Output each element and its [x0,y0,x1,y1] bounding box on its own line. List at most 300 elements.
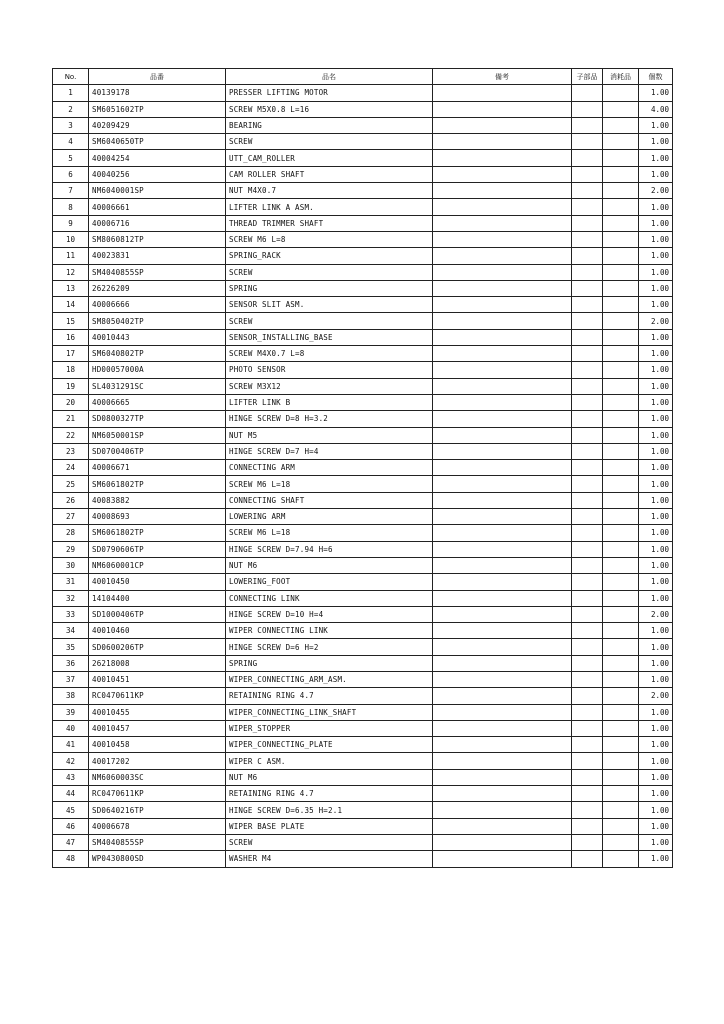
row-sub-part [572,101,603,117]
table-row [53,215,673,231]
table-row [53,639,673,655]
table-row [53,134,673,150]
table-row [53,704,673,720]
table-row [53,541,673,557]
row-qty: 1.00 [639,346,673,362]
row-consumable [603,802,639,818]
row-consumable [603,557,639,573]
row-qty: 1.00 [639,525,673,541]
row-remarks [433,85,572,101]
row-part-no: 40004254 [89,150,226,166]
row-name: SCREW M3X12 [226,378,433,394]
row-sub-part [572,394,603,410]
row-sub-part [572,802,603,818]
row-consumable [603,443,639,459]
row-name: PRESSER LIFTING MOTOR [226,85,433,101]
table-row [53,427,673,443]
table-row [53,655,673,671]
row-part-no: 40083882 [89,492,226,508]
row-name: SPRING [226,655,433,671]
table-row [53,313,673,329]
row-part-no: 40010458 [89,737,226,753]
header-part-no: 品番 [89,69,226,85]
row-remarks [433,183,572,199]
row-sub-part [572,150,603,166]
table-row [53,574,673,590]
row-remarks [433,818,572,834]
row-no: 48 [53,851,89,867]
row-name: THREAD TRIMMER SHAFT [226,215,433,231]
table-row [53,753,673,769]
row-qty: 1.00 [639,834,673,850]
row-sub-part [572,411,603,427]
row-sub-part [572,590,603,606]
row-consumable [603,101,639,117]
row-qty: 1.00 [639,264,673,280]
row-consumable [603,574,639,590]
row-sub-part [572,117,603,133]
row-sub-part [572,541,603,557]
row-qty: 1.00 [639,704,673,720]
table-row [53,606,673,622]
row-part-no: NM6060003SC [89,769,226,785]
header-name: 品名 [226,69,433,85]
table-row [53,394,673,410]
row-no: 24 [53,460,89,476]
row-no: 38 [53,688,89,704]
row-no: 32 [53,590,89,606]
row-sub-part [572,623,603,639]
row-qty: 1.00 [639,541,673,557]
row-sub-part [572,313,603,329]
row-name: SCREW M6 L=18 [226,525,433,541]
row-qty: 2.00 [639,313,673,329]
row-sub-part [572,786,603,802]
row-remarks [433,329,572,345]
row-no: 23 [53,443,89,459]
row-sub-part [572,851,603,867]
row-consumable [603,851,639,867]
row-no: 25 [53,476,89,492]
row-consumable [603,720,639,736]
row-no: 4 [53,134,89,150]
row-consumable [603,248,639,264]
table-row [53,802,673,818]
row-name: WIPER CONNECTING LINK [226,623,433,639]
row-name: SCREW M6 L=8 [226,231,433,247]
row-qty: 1.00 [639,411,673,427]
table-header-row [53,69,673,85]
row-sub-part [572,215,603,231]
row-name: SCREW M6 L=18 [226,476,433,492]
row-part-no: NM6050001SP [89,427,226,443]
row-qty: 1.00 [639,753,673,769]
row-no: 39 [53,704,89,720]
row-name: NUT M5 [226,427,433,443]
table-row [53,329,673,345]
row-part-no: SD0800327TP [89,411,226,427]
row-qty: 1.00 [639,460,673,476]
row-qty: 1.00 [639,199,673,215]
row-part-no: 40006716 [89,215,226,231]
row-part-no: 40010457 [89,720,226,736]
row-remarks [433,834,572,850]
row-part-no: 40209429 [89,117,226,133]
row-consumable [603,231,639,247]
row-name: NUT M6 [226,557,433,573]
row-consumable [603,671,639,687]
table-row [53,851,673,867]
row-no: 15 [53,313,89,329]
row-consumable [603,834,639,850]
row-part-no: SD1000406TP [89,606,226,622]
row-part-no: 14104400 [89,590,226,606]
row-part-no: 26226209 [89,280,226,296]
row-sub-part [572,509,603,525]
row-sub-part [572,329,603,345]
row-qty: 1.00 [639,150,673,166]
row-qty: 1.00 [639,818,673,834]
row-consumable [603,166,639,182]
row-remarks [433,248,572,264]
row-name: LOWERING_FOOT [226,574,433,590]
row-qty: 1.00 [639,378,673,394]
row-no: 21 [53,411,89,427]
table-row [53,346,673,362]
row-consumable [603,199,639,215]
row-no: 3 [53,117,89,133]
row-qty: 1.00 [639,590,673,606]
row-part-no: 40010451 [89,671,226,687]
row-no: 6 [53,166,89,182]
table-row [53,264,673,280]
row-consumable [603,525,639,541]
row-no: 27 [53,509,89,525]
row-name: HINGE SCREW D=6.35 H=2.1 [226,802,433,818]
row-no: 11 [53,248,89,264]
row-sub-part [572,606,603,622]
row-consumable [603,362,639,378]
header-consumable: 消耗品 [603,69,639,85]
row-consumable [603,313,639,329]
row-name: CAM ROLLER SHAFT [226,166,433,182]
row-qty: 1.00 [639,443,673,459]
table-row [53,688,673,704]
row-qty: 1.00 [639,492,673,508]
row-consumable [603,394,639,410]
row-consumable [603,264,639,280]
row-name: SCREW M5X0.8 L=16 [226,101,433,117]
row-qty: 4.00 [639,101,673,117]
row-part-no: SD0640216TP [89,802,226,818]
row-no: 1 [53,85,89,101]
row-consumable [603,329,639,345]
row-part-no: RC0470611KP [89,786,226,802]
row-consumable [603,688,639,704]
table-row [53,525,673,541]
row-name: RETAINING RING 4.7 [226,688,433,704]
table-row [53,231,673,247]
row-remarks [433,786,572,802]
row-part-no: 40006678 [89,818,226,834]
row-name: SPRING [226,280,433,296]
row-sub-part [572,199,603,215]
table-row [53,166,673,182]
row-sub-part [572,183,603,199]
row-no: 42 [53,753,89,769]
row-sub-part [572,248,603,264]
row-sub-part [572,704,603,720]
row-qty: 1.00 [639,786,673,802]
row-remarks [433,443,572,459]
row-consumable [603,378,639,394]
row-no: 19 [53,378,89,394]
row-no: 17 [53,346,89,362]
row-part-no: 40006665 [89,394,226,410]
row-remarks [433,737,572,753]
row-no: 7 [53,183,89,199]
row-name: SPRING_RACK [226,248,433,264]
row-remarks [433,346,572,362]
row-qty: 1.00 [639,769,673,785]
row-consumable [603,655,639,671]
row-no: 47 [53,834,89,850]
row-remarks [433,362,572,378]
row-qty: 1.00 [639,509,673,525]
row-name: HINGE SCREW D=10 H=4 [226,606,433,622]
row-remarks [433,117,572,133]
row-name: HINGE SCREW D=7.94 H=6 [226,541,433,557]
row-remarks [433,134,572,150]
row-name: UTT_CAM_ROLLER [226,150,433,166]
table-row [53,476,673,492]
row-name: SCREW [226,313,433,329]
row-remarks [433,541,572,557]
row-remarks [433,476,572,492]
row-name: HINGE SCREW D=8 H=3.2 [226,411,433,427]
row-part-no: 40006666 [89,297,226,313]
row-name: SCREW [226,264,433,280]
row-qty: 1.00 [639,655,673,671]
row-remarks [433,688,572,704]
table-row [53,737,673,753]
row-consumable [603,492,639,508]
row-remarks [433,720,572,736]
row-name: HINGE SCREW D=6 H=2 [226,639,433,655]
row-qty: 1.00 [639,802,673,818]
row-part-no: 26218008 [89,655,226,671]
row-consumable [603,280,639,296]
row-sub-part [572,492,603,508]
row-name: WIPER_CONNECTING_LINK_SHAFT [226,704,433,720]
table-row [53,818,673,834]
table-row [53,297,673,313]
row-qty: 1.00 [639,671,673,687]
parts-table [52,68,673,868]
row-qty: 1.00 [639,623,673,639]
row-no: 10 [53,231,89,247]
row-part-no: 40139178 [89,85,226,101]
row-part-no: SM6040650TP [89,134,226,150]
row-qty: 1.00 [639,215,673,231]
row-part-no: SM6061802TP [89,525,226,541]
row-consumable [603,117,639,133]
header-sub-part: 子部品 [572,69,603,85]
table-row [53,769,673,785]
row-no: 35 [53,639,89,655]
row-consumable [603,623,639,639]
row-part-no: SM6061802TP [89,476,226,492]
row-name: SENSOR_INSTALLING_BASE [226,329,433,345]
row-part-no: RC0470611KP [89,688,226,704]
row-consumable [603,639,639,655]
row-remarks [433,427,572,443]
row-name: CONNECTING ARM [226,460,433,476]
row-sub-part [572,280,603,296]
row-no: 37 [53,671,89,687]
row-no: 5 [53,150,89,166]
row-no: 20 [53,394,89,410]
row-remarks [433,313,572,329]
row-qty: 2.00 [639,688,673,704]
row-remarks [433,606,572,622]
table-row [53,623,673,639]
row-remarks [433,101,572,117]
row-sub-part [572,460,603,476]
row-consumable [603,509,639,525]
row-qty: 1.00 [639,248,673,264]
table-row [53,280,673,296]
row-consumable [603,704,639,720]
row-remarks [433,639,572,655]
row-qty: 1.00 [639,231,673,247]
row-consumable [603,590,639,606]
table-row [53,834,673,850]
row-part-no: SM6051602TP [89,101,226,117]
row-remarks [433,590,572,606]
row-no: 9 [53,215,89,231]
row-no: 2 [53,101,89,117]
row-part-no: SM8060812TP [89,231,226,247]
table-row [53,720,673,736]
row-no: 28 [53,525,89,541]
row-part-no: 40010443 [89,329,226,345]
table-row [53,557,673,573]
row-qty: 1.00 [639,851,673,867]
row-no: 8 [53,199,89,215]
row-name: NUT M6 [226,769,433,785]
row-name: SCREW M4X0.7 L=8 [226,346,433,362]
parts-list-sheet [52,68,673,868]
row-part-no: 40006661 [89,199,226,215]
row-consumable [603,786,639,802]
row-sub-part [572,769,603,785]
row-qty: 1.00 [639,85,673,101]
row-no: 44 [53,786,89,802]
row-no: 31 [53,574,89,590]
table-row [53,199,673,215]
row-qty: 1.00 [639,280,673,296]
row-qty: 1.00 [639,297,673,313]
row-consumable [603,134,639,150]
row-part-no: SM6040802TP [89,346,226,362]
row-name: SENSOR SLIT ASM. [226,297,433,313]
row-remarks [433,509,572,525]
row-part-no: SD0790606TP [89,541,226,557]
row-qty: 2.00 [639,606,673,622]
row-qty: 1.00 [639,557,673,573]
row-part-no: NM6040001SP [89,183,226,199]
row-part-no: 40017202 [89,753,226,769]
row-qty: 1.00 [639,117,673,133]
row-sub-part [572,134,603,150]
header-remarks: 備考 [433,69,572,85]
row-qty: 1.00 [639,720,673,736]
table-row [53,85,673,101]
row-remarks [433,557,572,573]
row-consumable [603,541,639,557]
row-no: 22 [53,427,89,443]
row-no: 18 [53,362,89,378]
row-name: WIPER BASE PLATE [226,818,433,834]
row-no: 16 [53,329,89,345]
row-qty: 1.00 [639,427,673,443]
row-remarks [433,394,572,410]
row-remarks [433,150,572,166]
row-no: 13 [53,280,89,296]
row-no: 46 [53,818,89,834]
row-qty: 1.00 [639,329,673,345]
row-consumable [603,769,639,785]
row-no: 33 [53,606,89,622]
table-row [53,460,673,476]
table-row [53,590,673,606]
table-row [53,150,673,166]
row-sub-part [572,737,603,753]
table-row [53,509,673,525]
row-consumable [603,818,639,834]
table-row [53,786,673,802]
row-remarks [433,492,572,508]
row-name: SCREW [226,134,433,150]
row-name: SCREW [226,834,433,850]
row-qty: 1.00 [639,639,673,655]
row-part-no: 40040256 [89,166,226,182]
table-row [53,101,673,117]
row-sub-part [572,753,603,769]
row-sub-part [572,818,603,834]
row-remarks [433,166,572,182]
row-remarks [433,264,572,280]
row-consumable [603,215,639,231]
row-consumable [603,737,639,753]
row-part-no: SL4031291SC [89,378,226,394]
row-sub-part [572,362,603,378]
row-sub-part [572,557,603,573]
row-part-no: HD00057000A [89,362,226,378]
row-part-no: 40010455 [89,704,226,720]
row-name: PHOTO SENSOR [226,362,433,378]
row-sub-part [572,166,603,182]
row-consumable [603,427,639,443]
row-sub-part [572,231,603,247]
row-sub-part [572,443,603,459]
row-consumable [603,460,639,476]
row-consumable [603,183,639,199]
header-qty: 個数 [639,69,673,85]
row-no: 45 [53,802,89,818]
row-sub-part [572,85,603,101]
